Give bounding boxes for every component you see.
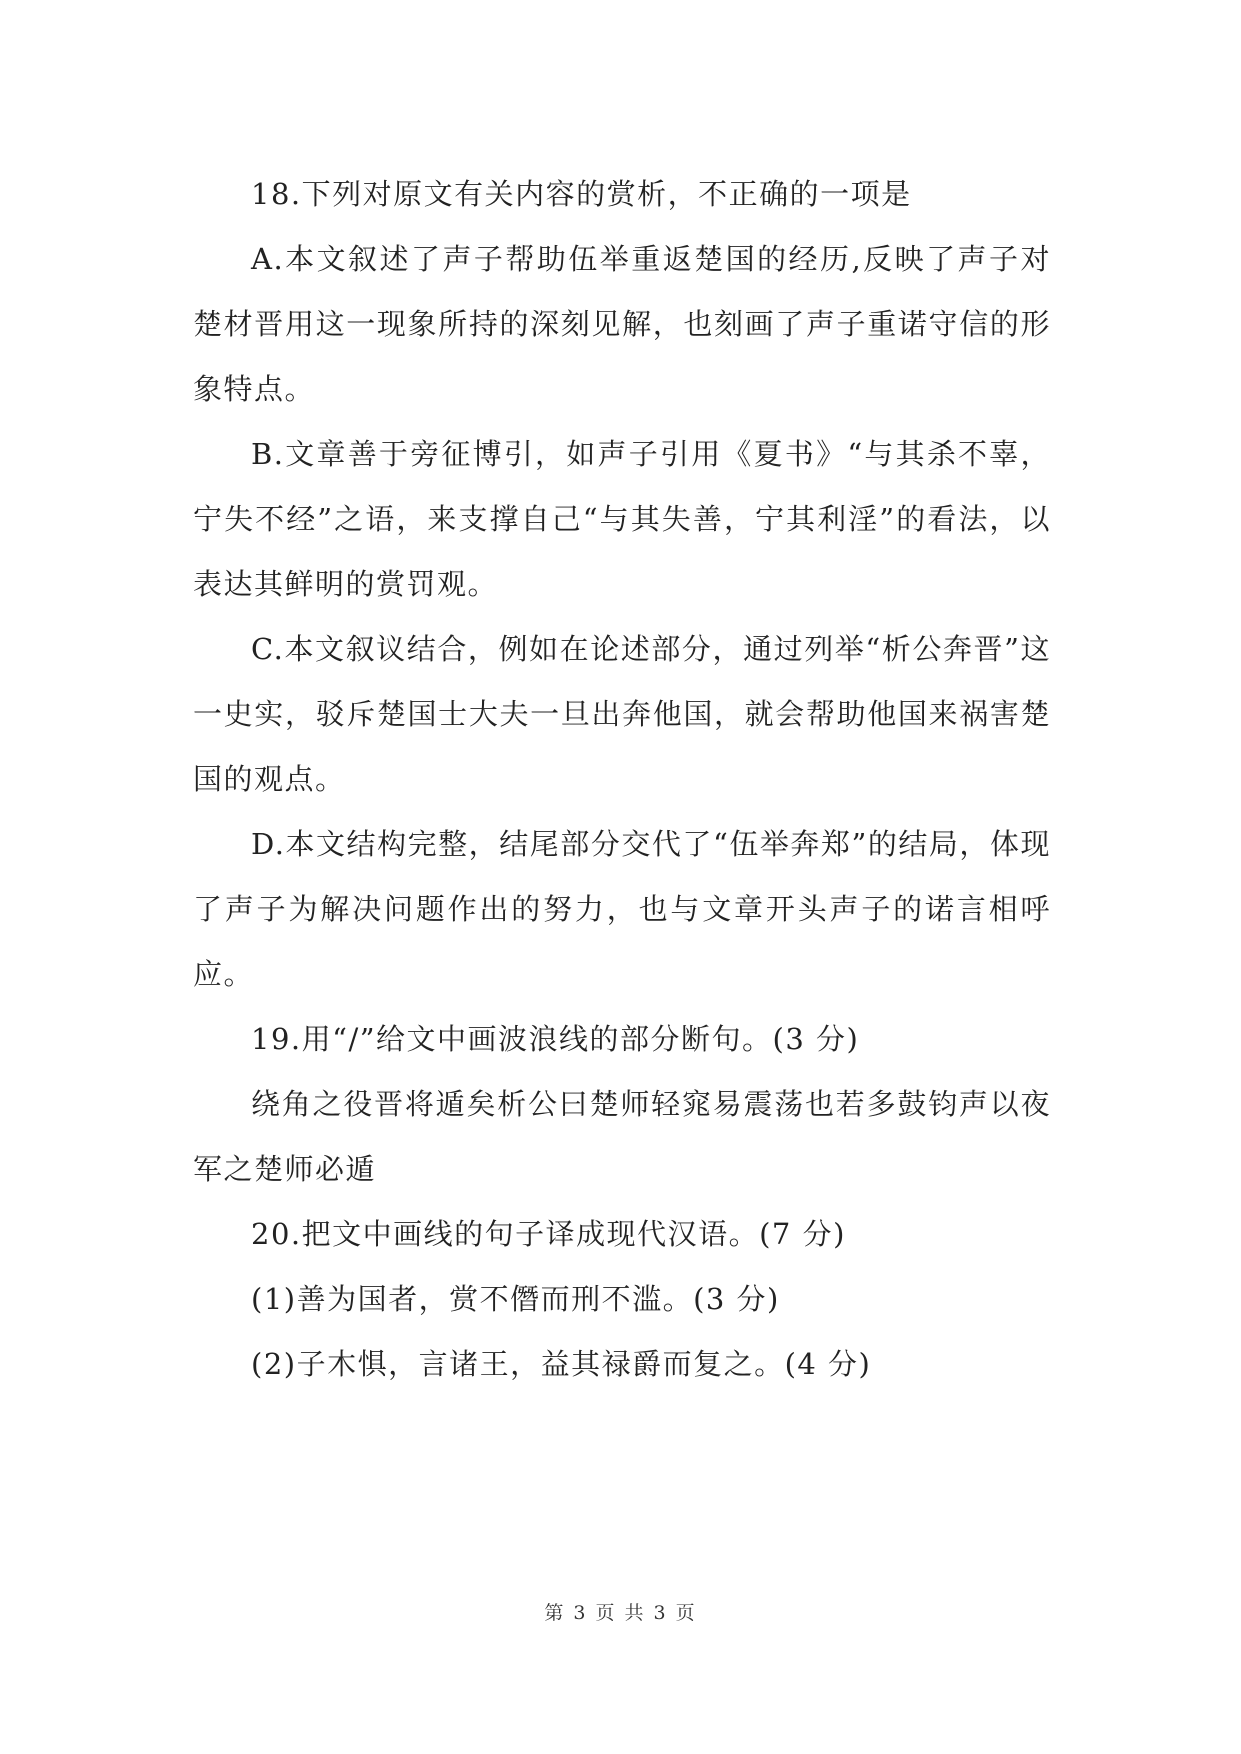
question-20-item-2: (2)子木惧，言诸王，益其禄爵而复之。(4 分) bbox=[251, 1347, 872, 1381]
question-18-option-a: A.本文叙述了声子帮助伍举重返楚国的经历,反映了声子对楚材晋用这一现象所持的深刻见解，也刻画了声子重诺守信的形象特点。 bbox=[193, 242, 1051, 406]
question-20-item-1: (1)善为国者，赏不僭而刑不滥。(3 分) bbox=[251, 1282, 780, 1316]
question-20-stem: 20.把文中画线的句子译成现代汉语。(7 分) bbox=[251, 1217, 846, 1251]
question-18-option-c: C.本文叙议结合，例如在论述部分，通过列举“析公奔晋”这一史实，驳斥楚国士大夫一旦出奔他国，就会帮助他国来祸害楚国的观点。 bbox=[193, 632, 1051, 796]
question-19-stem: 19.用“/”给文中画波浪线的部分断句。(3 分) bbox=[251, 1022, 860, 1056]
question-18-option-d: D.本文结构完整，结尾部分交代了“伍举奔郑”的结局，体现了声子为解决问题作出的努力，也与文章开头声子的诺言相呼应。 bbox=[193, 827, 1051, 991]
question-18-option-b: B.文章善于旁征博引，如声子引用《夏书》“与其杀不辜，宁失不经”之语，来支撑自己“与其失善，宁其利淫”的看法，以表达其鲜明的赏罚观。 bbox=[193, 437, 1051, 601]
question-18-stem: 18.下列对原文有关内容的赏析，不正确的一项是 bbox=[251, 177, 912, 211]
page-number: 第 3 页 共 3 页 bbox=[544, 1602, 697, 1624]
question-19-text: 绕角之役晋将遁矣析公曰楚师轻窕易震荡也若多鼓钧声以夜军之楚师必遁 bbox=[193, 1087, 1051, 1186]
page-content bbox=[193, 162, 1051, 1397]
